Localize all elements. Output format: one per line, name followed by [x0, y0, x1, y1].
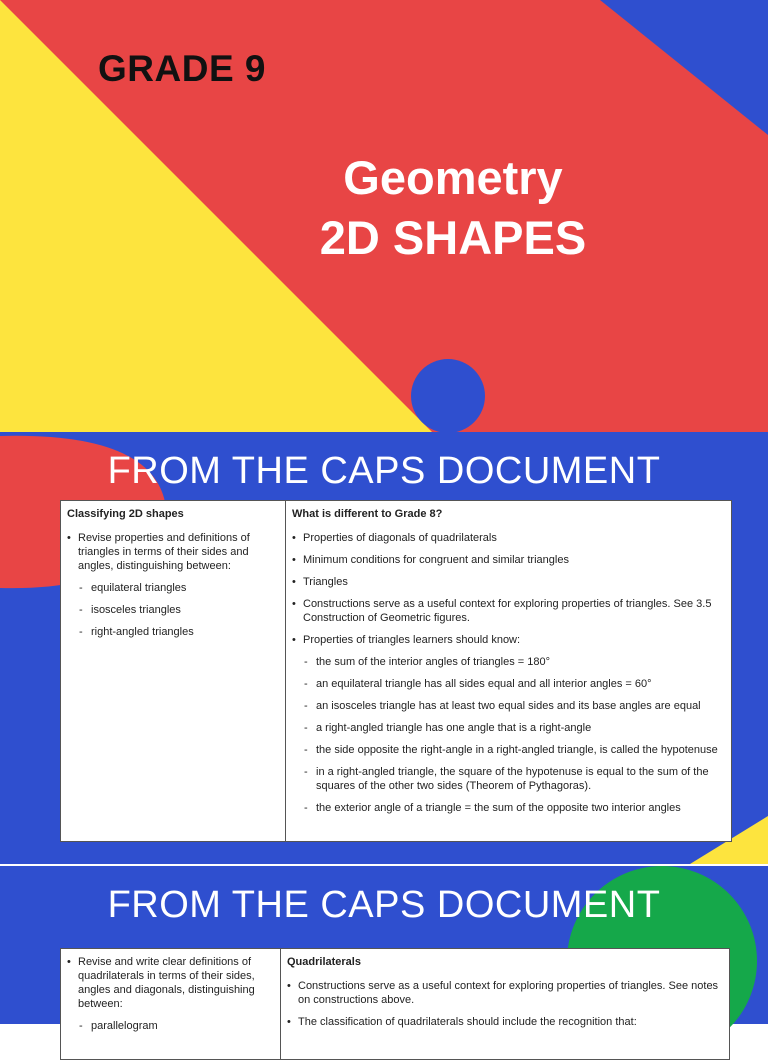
blue-corner-triangle — [600, 0, 768, 135]
right-column-title: Quadrilaterals — [287, 956, 361, 968]
list-item: • Constructions serve as a useful context for exploring properties of triangles. See notes on constructions above. — [287, 979, 723, 1007]
list-item: • Triangles — [292, 575, 725, 589]
list-item: - the sum of the interior angles of triangles = 180° — [292, 655, 725, 669]
left-column — [61, 501, 286, 841]
left-intro: • Revise properties and definitions of triangles in terms of their sides and angles, distinguishing between: — [67, 531, 279, 573]
list-item: - an isosceles triangle has at least two equal sides and its base angles are equal — [292, 699, 725, 713]
right-column — [281, 949, 729, 1059]
left-intro: • Revise and write clear definitions of quadrilaterals in terms of their sides, angles and diagonals, distinguishing between: — [67, 955, 274, 1011]
grade-label: GRADE 9 — [98, 48, 266, 89]
title-line-2: 2D SHAPES — [319, 211, 587, 264]
list-item: - right-angled triangles — [67, 625, 279, 639]
slide-heading: FROM THE CAPS DOCUMENT — [107, 884, 661, 926]
title-line-1: Geometry — [343, 151, 563, 204]
slide-heading: FROM THE CAPS DOCUMENT — [107, 450, 661, 492]
list-item: - in a right-angled triangle, the square of the hypotenuse is equal to the sum of the squares of the other two sides (Theorem of Pythagoras). — [292, 765, 725, 793]
list-item: - the exterior angle of a triangle = the sum of the opposite two interior angles — [292, 801, 725, 815]
list-item: - a right-angled triangle has one angle that is a right-angle — [292, 721, 725, 735]
list-item: - the side opposite the right-angle in a right-angled triangle, is called the hypotenuse — [292, 743, 725, 757]
list-item: - parallelogram — [67, 1019, 274, 1033]
caps-table — [60, 500, 732, 842]
blue-circle — [411, 359, 485, 433]
list-item: - equilateral triangles — [67, 581, 279, 595]
list-item: - isosceles triangles — [67, 603, 279, 617]
list-item: • The classification of quadrilaterals should include the recognition that: — [287, 1015, 723, 1029]
caps-slide-triangles — [0, 432, 768, 864]
list-item: • Constructions serve as a useful context for exploring properties of triangles. See 3.5 Construction of Geometric figures. — [292, 597, 725, 625]
left-column — [61, 949, 281, 1059]
list-item: • Properties of triangles learners should know: — [292, 633, 725, 647]
list-item: - an equilateral triangle has all sides equal and all interior angles = 60° — [292, 677, 725, 691]
right-column-title: What is different to Grade 8? — [292, 508, 443, 520]
list-item: • Properties of diagonals of quadrilaterals — [292, 531, 725, 545]
list-item: • Minimum conditions for congruent and similar triangles — [292, 553, 725, 567]
right-column — [286, 501, 731, 841]
left-column-title: Classifying 2D shapes — [67, 508, 184, 520]
caps-slide-quadrilaterals — [0, 866, 768, 1032]
title-slide — [0, 0, 768, 432]
caps-table — [60, 948, 730, 1060]
